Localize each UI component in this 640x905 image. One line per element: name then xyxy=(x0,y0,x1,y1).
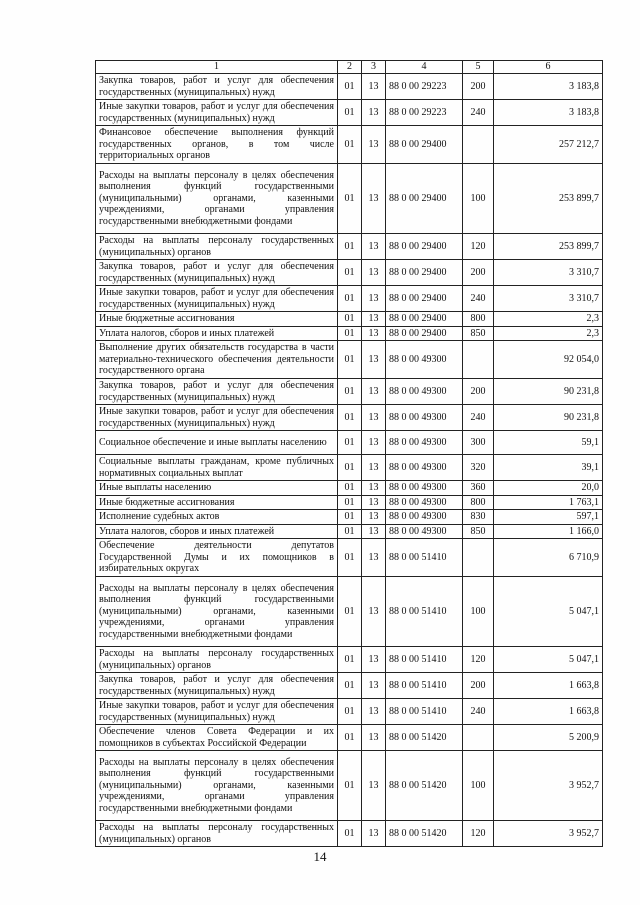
row-podrazdel: 13 xyxy=(362,751,386,821)
row-amount: 92 054,0 xyxy=(494,341,603,379)
row-podrazdel: 13 xyxy=(362,74,386,100)
header-col-6: 6 xyxy=(494,61,603,74)
row-podrazdel: 13 xyxy=(362,405,386,431)
table-row xyxy=(96,481,603,496)
row-amount: 3 310,7 xyxy=(494,286,603,312)
row-amount: 3 952,7 xyxy=(494,821,603,847)
row-expense-type xyxy=(463,341,494,379)
table-row xyxy=(96,326,603,341)
row-expense-type: 800 xyxy=(463,495,494,510)
row-razdel: 01 xyxy=(338,126,362,164)
row-expense-type: 800 xyxy=(463,312,494,327)
row-razdel: 01 xyxy=(338,524,362,539)
row-name: Закупка товаров, работ и услуг для обеспечения государственных (муниципальных) нужд xyxy=(96,673,338,699)
table-row xyxy=(96,495,603,510)
row-amount: 3 310,7 xyxy=(494,260,603,286)
row-name: Закупка товаров, работ и услуг для обеспечения государственных (муниципальных) нужд xyxy=(96,260,338,286)
row-razdel: 01 xyxy=(338,286,362,312)
row-name: Уплата налогов, сборов и иных платежей xyxy=(96,326,338,341)
row-target-code: 88 0 00 49300 xyxy=(386,495,463,510)
table-row xyxy=(96,234,603,260)
row-razdel: 01 xyxy=(338,164,362,234)
header-col-4: 4 xyxy=(386,61,463,74)
row-razdel: 01 xyxy=(338,481,362,496)
row-name: Обеспечение членов Совета Федерации и их помощников в субъектах Российской Федерации xyxy=(96,725,338,751)
row-target-code: 88 0 00 51410 xyxy=(386,577,463,647)
row-podrazdel: 13 xyxy=(362,312,386,327)
row-podrazdel: 13 xyxy=(362,126,386,164)
row-podrazdel: 13 xyxy=(362,286,386,312)
row-podrazdel: 13 xyxy=(362,510,386,525)
row-expense-type: 200 xyxy=(463,74,494,100)
row-name: Расходы на выплаты персоналу в целях обеспечения выполнения функций государственными (муниципальными) органами, казенными учреждениями, органами управления государственными внебюджетными фондами xyxy=(96,164,338,234)
row-name: Социальное обеспечение и иные выплаты населению xyxy=(96,431,338,455)
row-expense-type: 360 xyxy=(463,481,494,496)
row-name: Иные бюджетные ассигнования xyxy=(96,312,338,327)
row-podrazdel: 13 xyxy=(362,673,386,699)
row-name: Иные выплаты населению xyxy=(96,481,338,496)
row-target-code: 88 0 00 49300 xyxy=(386,524,463,539)
table-row xyxy=(96,821,603,847)
row-razdel: 01 xyxy=(338,455,362,481)
table-row xyxy=(96,405,603,431)
row-podrazdel: 13 xyxy=(362,725,386,751)
row-expense-type: 100 xyxy=(463,577,494,647)
row-amount: 90 231,8 xyxy=(494,405,603,431)
row-podrazdel: 13 xyxy=(362,379,386,405)
row-razdel: 01 xyxy=(338,234,362,260)
header-col-1: 1 xyxy=(96,61,338,74)
row-expense-type xyxy=(463,539,494,577)
row-podrazdel: 13 xyxy=(362,234,386,260)
row-razdel: 01 xyxy=(338,647,362,673)
row-razdel: 01 xyxy=(338,539,362,577)
row-razdel: 01 xyxy=(338,673,362,699)
row-target-code: 88 0 00 49300 xyxy=(386,341,463,379)
row-podrazdel: 13 xyxy=(362,341,386,379)
row-target-code: 88 0 00 51420 xyxy=(386,751,463,821)
row-expense-type: 200 xyxy=(463,379,494,405)
row-name: Закупка товаров, работ и услуг для обеспечения государственных (муниципальных) нужд xyxy=(96,379,338,405)
row-name: Иные закупки товаров, работ и услуг для обеспечения государственных (муниципальных) нужд xyxy=(96,405,338,431)
table-row xyxy=(96,74,603,100)
row-amount: 5 047,1 xyxy=(494,577,603,647)
row-target-code: 88 0 00 29400 xyxy=(386,234,463,260)
row-target-code: 88 0 00 29223 xyxy=(386,74,463,100)
row-podrazdel: 13 xyxy=(362,481,386,496)
row-razdel: 01 xyxy=(338,405,362,431)
row-expense-type: 240 xyxy=(463,286,494,312)
row-podrazdel: 13 xyxy=(362,524,386,539)
table-row xyxy=(96,539,603,577)
row-razdel: 01 xyxy=(338,100,362,126)
row-name: Иные закупки товаров, работ и услуг для обеспечения государственных (муниципальных) нужд xyxy=(96,100,338,126)
row-podrazdel: 13 xyxy=(362,431,386,455)
row-expense-type: 240 xyxy=(463,100,494,126)
table-row xyxy=(96,312,603,327)
row-razdel: 01 xyxy=(338,312,362,327)
row-target-code: 88 0 00 51410 xyxy=(386,699,463,725)
row-target-code: 88 0 00 29400 xyxy=(386,286,463,312)
table-row xyxy=(96,725,603,751)
row-amount: 39,1 xyxy=(494,455,603,481)
row-amount: 1 166,0 xyxy=(494,524,603,539)
budget-table xyxy=(95,60,603,847)
row-razdel: 01 xyxy=(338,725,362,751)
row-name: Закупка товаров, работ и услуг для обеспечения государственных (муниципальных) нужд xyxy=(96,74,338,100)
row-amount: 257 212,7 xyxy=(494,126,603,164)
header-col-3: 3 xyxy=(362,61,386,74)
row-target-code: 88 0 00 49300 xyxy=(386,481,463,496)
row-razdel: 01 xyxy=(338,510,362,525)
row-podrazdel: 13 xyxy=(362,821,386,847)
row-expense-type: 200 xyxy=(463,673,494,699)
table-row xyxy=(96,577,603,647)
table-row xyxy=(96,673,603,699)
table-row xyxy=(96,286,603,312)
table-body xyxy=(96,74,603,847)
table-row xyxy=(96,379,603,405)
table-row xyxy=(96,699,603,725)
row-target-code: 88 0 00 49300 xyxy=(386,510,463,525)
row-target-code: 88 0 00 51410 xyxy=(386,647,463,673)
row-name: Расходы на выплаты персоналу государственных (муниципальных) органов xyxy=(96,234,338,260)
row-expense-type: 300 xyxy=(463,431,494,455)
row-target-code: 88 0 00 49300 xyxy=(386,455,463,481)
row-target-code: 88 0 00 51410 xyxy=(386,539,463,577)
row-razdel: 01 xyxy=(338,260,362,286)
row-podrazdel: 13 xyxy=(362,539,386,577)
row-target-code: 88 0 00 29400 xyxy=(386,164,463,234)
row-amount: 3 183,8 xyxy=(494,100,603,126)
row-name: Расходы на выплаты персоналу государственных (муниципальных) органов xyxy=(96,647,338,673)
row-name: Выполнение других обязательств государства в части материально-технического обеспечения деятельности государственного органа xyxy=(96,341,338,379)
row-name: Социальные выплаты гражданам, кроме публичных нормативных социальных выплат xyxy=(96,455,338,481)
row-razdel: 01 xyxy=(338,74,362,100)
table-row xyxy=(96,164,603,234)
row-amount: 253 899,7 xyxy=(494,164,603,234)
row-amount: 1 663,8 xyxy=(494,673,603,699)
row-podrazdel: 13 xyxy=(362,455,386,481)
row-expense-type: 100 xyxy=(463,164,494,234)
row-razdel: 01 xyxy=(338,341,362,379)
row-amount: 597,1 xyxy=(494,510,603,525)
row-amount: 59,1 xyxy=(494,431,603,455)
row-razdel: 01 xyxy=(338,577,362,647)
row-podrazdel: 13 xyxy=(362,647,386,673)
row-expense-type: 240 xyxy=(463,405,494,431)
row-name: Обеспечение деятельности депутатов Государственной Думы и их помощников в избирательных округах xyxy=(96,539,338,577)
row-amount: 253 899,7 xyxy=(494,234,603,260)
row-expense-type: 200 xyxy=(463,260,494,286)
row-razdel: 01 xyxy=(338,751,362,821)
row-expense-type xyxy=(463,126,494,164)
row-expense-type: 120 xyxy=(463,647,494,673)
row-amount: 5 047,1 xyxy=(494,647,603,673)
header-col-2: 2 xyxy=(338,61,362,74)
row-amount: 2,3 xyxy=(494,326,603,341)
row-target-code: 88 0 00 29400 xyxy=(386,326,463,341)
row-target-code: 88 0 00 29223 xyxy=(386,100,463,126)
row-target-code: 88 0 00 51420 xyxy=(386,725,463,751)
row-target-code: 88 0 00 29400 xyxy=(386,260,463,286)
table-row xyxy=(96,126,603,164)
table-row xyxy=(96,455,603,481)
row-expense-type xyxy=(463,725,494,751)
row-expense-type: 830 xyxy=(463,510,494,525)
row-target-code: 88 0 00 51410 xyxy=(386,673,463,699)
row-amount: 2,3 xyxy=(494,312,603,327)
row-target-code: 88 0 00 49300 xyxy=(386,431,463,455)
row-amount: 90 231,8 xyxy=(494,379,603,405)
row-podrazdel: 13 xyxy=(362,164,386,234)
row-name: Иные закупки товаров, работ и услуг для обеспечения государственных (муниципальных) нужд xyxy=(96,286,338,312)
row-target-code: 88 0 00 51420 xyxy=(386,821,463,847)
row-expense-type: 850 xyxy=(463,326,494,341)
row-amount: 5 200,9 xyxy=(494,725,603,751)
row-razdel: 01 xyxy=(338,326,362,341)
row-razdel: 01 xyxy=(338,699,362,725)
row-name: Иные закупки товаров, работ и услуг для обеспечения государственных (муниципальных) нужд xyxy=(96,699,338,725)
row-amount: 3 952,7 xyxy=(494,751,603,821)
row-podrazdel: 13 xyxy=(362,577,386,647)
row-target-code: 88 0 00 49300 xyxy=(386,379,463,405)
table-row xyxy=(96,100,603,126)
row-name: Расходы на выплаты персоналу в целях обеспечения выполнения функций государственными (муниципальными) органами, казенными учреждениями, органами управления государственными внебюджетными фондами xyxy=(96,751,338,821)
row-amount: 1 763,1 xyxy=(494,495,603,510)
row-name: Иные бюджетные ассигнования xyxy=(96,495,338,510)
row-amount: 3 183,8 xyxy=(494,74,603,100)
row-expense-type: 120 xyxy=(463,234,494,260)
row-podrazdel: 13 xyxy=(362,699,386,725)
row-expense-type: 240 xyxy=(463,699,494,725)
header-col-5: 5 xyxy=(463,61,494,74)
row-podrazdel: 13 xyxy=(362,100,386,126)
row-podrazdel: 13 xyxy=(362,495,386,510)
row-expense-type: 320 xyxy=(463,455,494,481)
row-podrazdel: 13 xyxy=(362,326,386,341)
table-row xyxy=(96,647,603,673)
table-row xyxy=(96,751,603,821)
table-row xyxy=(96,431,603,455)
row-podrazdel: 13 xyxy=(362,260,386,286)
table-row xyxy=(96,260,603,286)
row-razdel: 01 xyxy=(338,821,362,847)
row-razdel: 01 xyxy=(338,431,362,455)
row-name: Уплата налогов, сборов и иных платежей xyxy=(96,524,338,539)
table-row xyxy=(96,524,603,539)
row-amount: 1 663,8 xyxy=(494,699,603,725)
row-name: Расходы на выплаты персоналу в целях обеспечения выполнения функций государственными (муниципальными) органами, казенными учреждениями, органами управления государственными внебюджетными фондами xyxy=(96,577,338,647)
table-row xyxy=(96,510,603,525)
row-target-code: 88 0 00 49300 xyxy=(386,405,463,431)
row-amount: 20,0 xyxy=(494,481,603,496)
row-name: Исполнение судебных актов xyxy=(96,510,338,525)
header-row xyxy=(96,61,603,74)
page-number: 14 xyxy=(313,849,327,864)
row-razdel: 01 xyxy=(338,495,362,510)
row-amount: 6 710,9 xyxy=(494,539,603,577)
row-expense-type: 850 xyxy=(463,524,494,539)
row-razdel: 01 xyxy=(338,379,362,405)
row-name: Расходы на выплаты персоналу государственных (муниципальных) органов xyxy=(96,821,338,847)
row-name: Финансовое обеспечение выполнения функций государственных органов, в том числе территориальных органов xyxy=(96,126,338,164)
row-expense-type: 100 xyxy=(463,751,494,821)
table-row xyxy=(96,341,603,379)
row-target-code: 88 0 00 29400 xyxy=(386,126,463,164)
row-target-code: 88 0 00 29400 xyxy=(386,312,463,327)
row-expense-type: 120 xyxy=(463,821,494,847)
